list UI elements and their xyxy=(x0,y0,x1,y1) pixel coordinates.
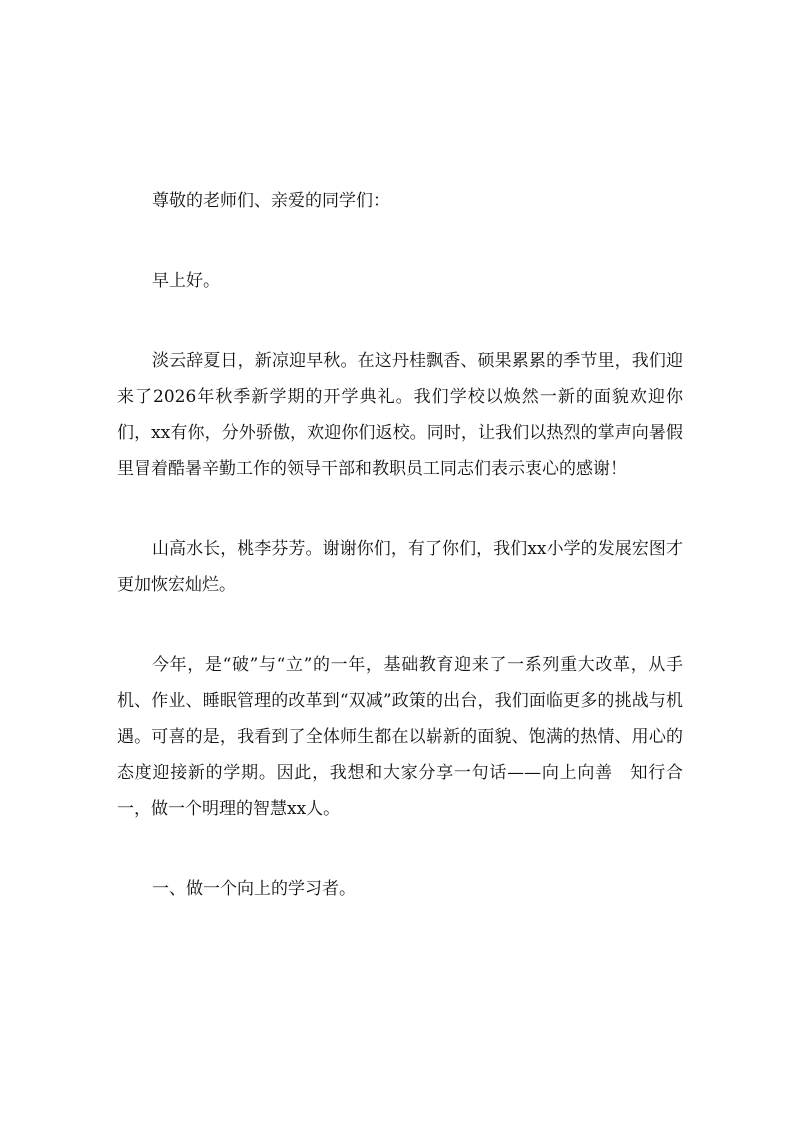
paragraph-reform: 今年，是“破”与“立”的一年，基础教育迎来了一系列重大改革，从手机、作业、睡眠管理的改革到“双减”政策的出台，我们面临更多的挑战与机遇。可喜的是，我看到了全体师生都在以崭新的面貌、饱满的热情、用心的态度迎接新的学期。因此，我想和大家分享一句话——向上向善 知行合一，做一个明理的智慧xx人。 xyxy=(117,655,683,819)
greeting: 早上好。 xyxy=(152,271,220,291)
salutation: 尊敬的老师们、亲爱的同学们： xyxy=(152,191,390,211)
paragraph-opening: 淡云辞夏日，新凉迎早秋。在这丹桂飘香、硕果累累的季节里，我们迎来了2026年秋季新学期的开学典礼。我们学校以焕然一新的面貌欢迎你们，xx有你，分外骄傲，欢迎你们返校。同时，让我们以热烈的掌声向暑假里冒着酷暑辛勤工作的领导干部和教职员工同志们表示衷心的感谢！ xyxy=(117,351,683,479)
paragraph-thanks: 山高水长，桃李芬芳。谢谢你们，有了你们，我们xx小学的发展宏图才更加恢宏灿烂。 xyxy=(117,539,683,595)
document-body xyxy=(117,183,683,951)
section-heading-1: 一、做一个向上的学习者。 xyxy=(152,879,356,899)
